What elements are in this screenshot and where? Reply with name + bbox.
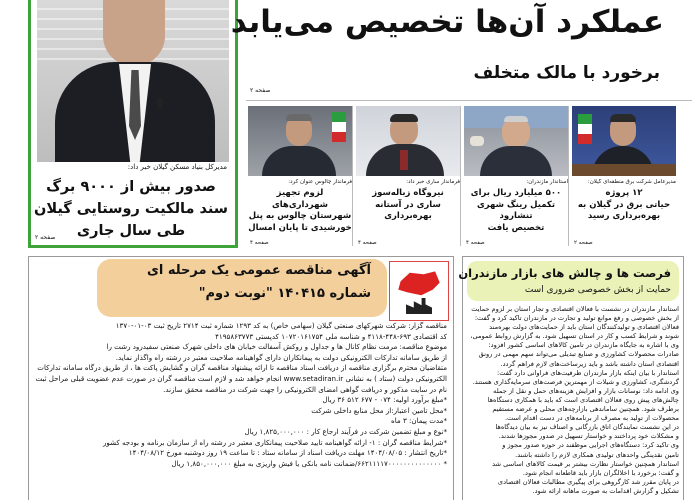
story-caption: استاندار مازندران:: [526, 179, 568, 185]
page-reference: صفحه ۴: [250, 240, 269, 246]
story-card[interactable]: [572, 106, 676, 246]
story-photo: [248, 106, 352, 176]
story-caption: فرماندار چالوس عنوان کرد:: [288, 179, 352, 185]
article-subtitle: حمایت از بخش خصوصی ضروری است: [524, 285, 671, 295]
story-card[interactable]: [356, 106, 460, 246]
article-title-box: [458, 261, 679, 301]
page-reference: صفحه ۲: [250, 87, 271, 94]
story-title: نیروگاه زباله‌سوز ساری در آستانه بهره‌برداری: [372, 188, 444, 221]
lead-story-photo: [37, 0, 229, 162]
divider: [460, 106, 461, 246]
story-photo: [356, 106, 460, 176]
story-card[interactable]: [464, 106, 568, 246]
story-photo: [464, 106, 568, 176]
story-card[interactable]: [248, 106, 352, 246]
lead-story-caption: مدیرکل بنیاد مسکن گیلان خبر داد:: [127, 163, 227, 171]
story-title: ۱۲ پروژه حیاتی برق در گیلان به بهره‌برداری رسید: [577, 188, 671, 221]
article-body: استاندار مازندران در نشست با فعالان اقتصادی و تجار استان بر لزوم حمایت از بخش خصوصی و رفع موانع تولید و تجارت در مازندران تاکید کرد و گفت: فعالان اقتصادی و تولیدکنندگان استان باید از حمایت‌های دولت بهره‌مند شوند و شرایط کسب و کار در استان تسهیل شود. به گزارش روابط عمومی، وی با اشاره به جایگاه مازندران در تامین کالاهای اساسی کشور افزود: صادرات محصولات کشاورزی و صنایع تبدیلی می‌تواند سهم مهمی در رونق اقتصادی استان داشته باشد و باید زیرساخت‌های لازم فراهم گردد. استاندار با بیان اینکه بازار مازندران ظرفیت‌های فراوانی دارد گفت: گردشگری، کشاورزی و شیلات از مهمترین فرصت‌های سرمایه‌گذاری هستند. وی ادامه داد: نوسانات بازار و افزایش هزینه‌های حمل و نقل از جمله چالش‌های پیش روی فعالان اقتصادی است که باید با همکاری دستگاه‌ها برطرف شود. همچنین ساماندهی بازارچه‌های محلی و عرضه مستقیم محصولات از تولید به مصرف از برنامه‌های در دست اقدام است. در این نشست نمایندگان اتاق بازرگانی و اصناف نیز به بیان دیدگاه‌ها و مشکلات خود پرداختند و خواستار تسهیل در صدور مجوزها شدند. وی تاکید کرد: دستگاه‌های اجرایی موظفند در حوزه صدور مجوز و تامین نقدینگی واحدهای تولیدی همکاری لازم را داشته باشند. استاندار همچنین خواستار نظارت بیشتر بر قیمت کالاهای اساسی شد و گفت: برخورد با اخلالگران بازار باید قاطعانه انجام شود. در پایان مقرر شد کارگروهی برای پیگیری مطالبات فعالان اقتصادی تشکیل و گزارش اقدامات به صورت ماهانه ارائه شود.: [470, 305, 679, 495]
story-photo: [572, 106, 676, 176]
article-title: فرصت ها و چالش های بازار مازندران: [458, 266, 671, 280]
page-reference: صفحه ۴: [358, 240, 377, 246]
divider: [352, 106, 353, 246]
story-title: ۵۰۰ میلیارد ریال برای تکمیل رینگ شهری تنشارود تخصیص یافت: [470, 188, 562, 233]
tender-number: شماره ۱۴۰۴۱۵ "نوبت دوم": [198, 286, 371, 301]
tender-notice[interactable]: [28, 256, 454, 500]
story-title: لزوم تجهیز شهرداری‌های شهرستان چالوس به پنل خورشیدی تا پایان امسال: [248, 188, 352, 233]
page-reference: صفحه ۲: [574, 240, 593, 246]
lead-story-title[interactable]: صدور بیش از ۹۰۰۰ برگ سند مالکیت روستایی گیلان طی سال جاری: [33, 179, 229, 239]
main-subheadline: برخورد با مالک متخلف: [473, 63, 660, 83]
tender-body: مناقصه گزار: شرکت شهرکهای صنعتی گیلان (سهامی خاص) به کد ۱۲۹۳ شماره ثبت ۲۷۱۴ تاریخ ثبت ۰۳-۰۱-۱۳۷۰ کد اقتصادی ۶۹۳-۴۴۸-۴۱۱۸ و شناسه ملی ۱۰۷۲۰۱۶۱۷۵۴ کدپستی ۴۱۹۵۸۶۳۷۷۳ موضوع مناقصه: مرمت نظام کانال ها و جداول و روکش آسفالت خیابان های داخلی شهرک صنعتی سفیدرود رشت را از طریق سامانه تدارکات الکترونیکی دولت به پیمانکاران دارای گواهینامه صلاحیت معتبر در رشته راه واگذار نماید. متقاضیان محترم برگزاری مناقصه از دریافت اسناد مناقصه تا ارائه پیشنهاد مناقصه گران و گشایش پاکت ها ، از طریق درگاه سامانه تدارکات الکترونیکی دولت (ستاد ) به نشانی www.setadiran.ir انجام خواهد شد و لازم است مناقصه گران در صورت عدم عضویت قبلی مراحل ثبت نام در سایت مذکور و دریافت گواهی امضای الکترونیکی را جهت شرکت در مناقصه محقق سازند. *مبلغ برآورد اولیه: ۰۷۴ - ۶۷۷ ۵۱۲ ۳۶ ریال *محل تامین اعتبار:از محل منابع داخلی شرکت *مدت پیمان: ۳ ماه *نوع و مبلغ تضمین شرکت در فرآیند ارجاع کار : ۱,۸۲۵,۰۰۰,۰۰۰ ریال *شرایط مناقصه گران : ۱- ارائه گواهینامه تایید صلاحیت پیمانکاری معتبر در رشته راه از سازمان برنامه و بودجه کشور *تاریخ انتشار : ۱۴۰۴/۰۸/۰۵ مهلت دریافت اسناد از سامانه ستاد : تا ساعت ۱۹ روز دوشنبه مورخ ۱۴۰۴/۰۸/۱۲ * ۶۶۲۱۱۱۱۷۰۰۰۰۰۰۰۰۰۰۰۰۰۰/ضمانت نامه بانکی یا فیش واریزی به مبلغ ۱,۸۵۰,۰۰۰,۰۰۰ ریال: [35, 321, 447, 468]
divider: [246, 100, 692, 101]
industrial-estates-logo: [389, 261, 449, 321]
page-reference: صفحه ۲: [35, 234, 56, 241]
lead-story-box[interactable]: [28, 0, 238, 248]
divider: [568, 106, 569, 246]
market-article[interactable]: [458, 256, 684, 500]
story-caption: فرماندار ساری خبر داد:: [406, 179, 460, 185]
tender-title: آگهی مناقصه عمومی یک مرحله ای: [146, 263, 371, 278]
story-caption: مدیرعامل شرکت برق منطقه‌ای گیلان:: [587, 179, 676, 185]
main-headline[interactable]: عملکرد آن‌ها تخصیص می‌یابد: [230, 4, 664, 40]
tender-title-box: [97, 259, 387, 317]
page-reference: صفحه ۴: [466, 240, 485, 246]
